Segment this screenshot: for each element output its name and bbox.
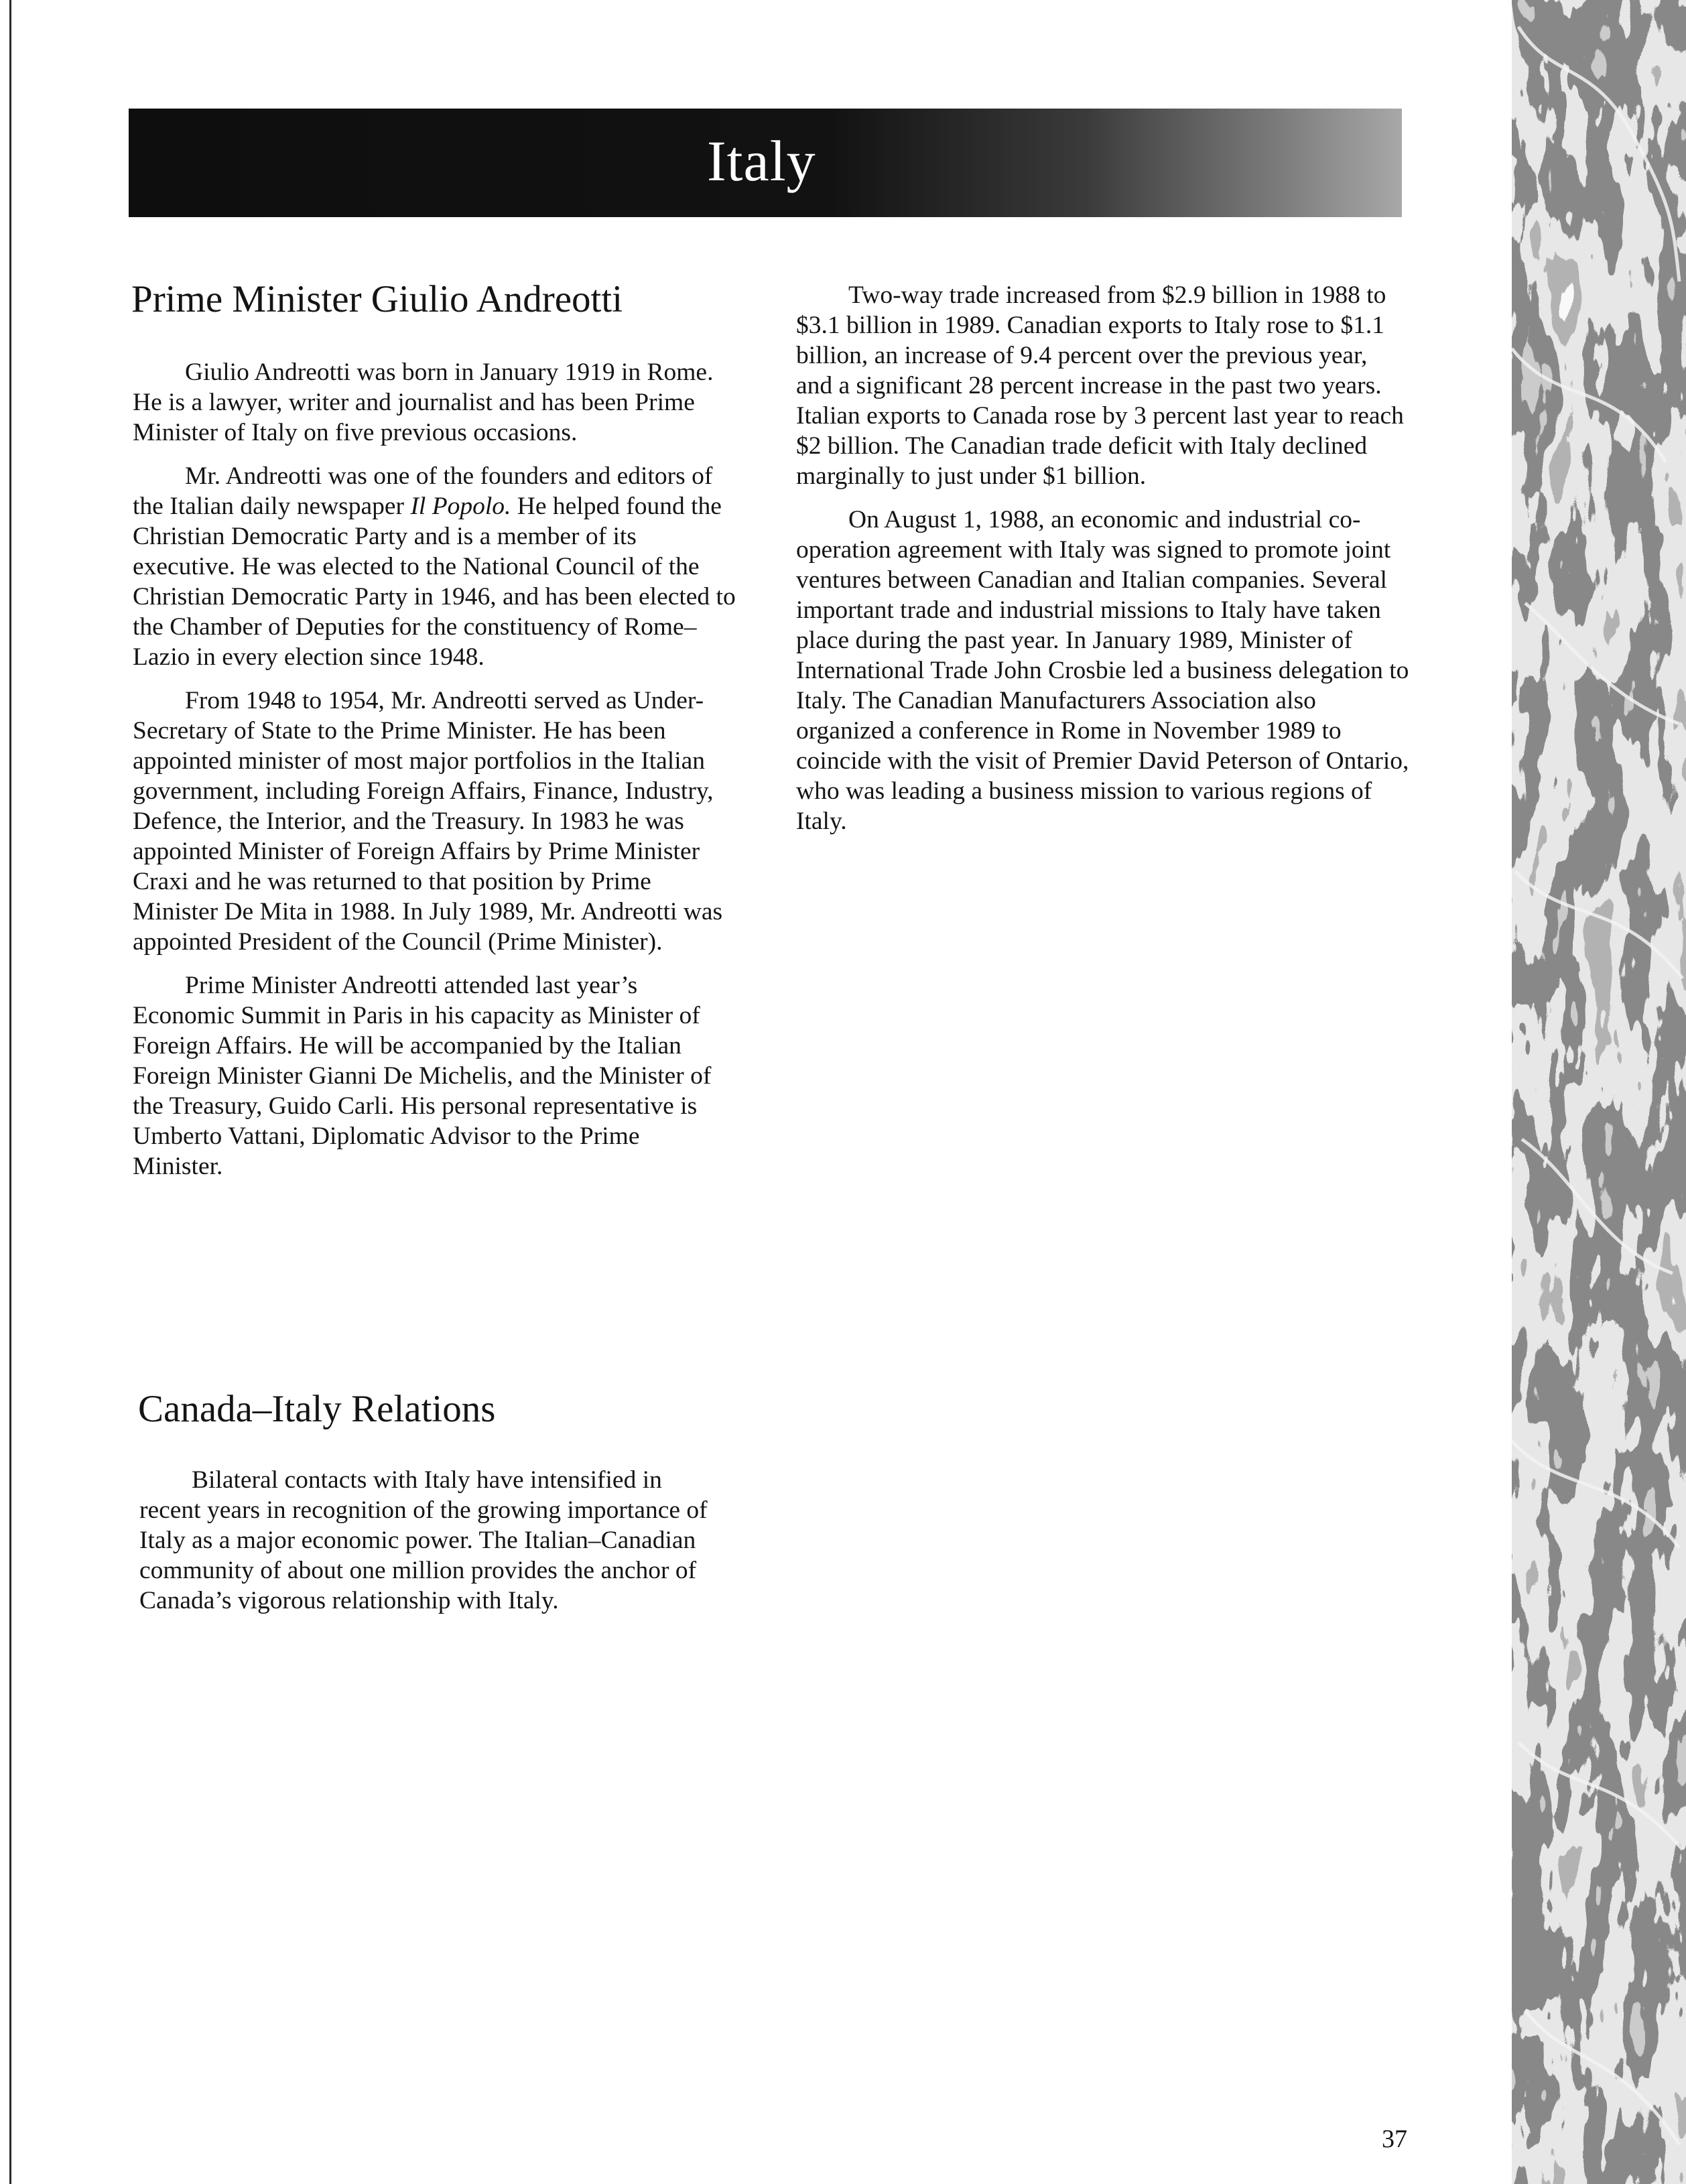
newspaper-title: Il Popolo. [410, 493, 511, 520]
paragraph: Giulio Andreotti was born in January 1919 in Rome. He is a lawyer, writer and journalist and has been Prime Minister of Italy on five previous occasions. [133, 359, 714, 446]
left-margin-rule [9, 0, 11, 2184]
section-heading-prime-minister: Prime Minister Giulio Andreotti [131, 278, 623, 320]
paragraph: From 1948 to 1954, Mr. Andreotti served as Under-Secretary of State to the Prime Minister. He has been appointed minister of most major portfolios in the Italian government, including Foreign Affairs, Finance, Industry, Defence, the Interior, and the Treasury. In 1983 he was appointed Minister of Foreign Affairs by Prime Minister Craxi and he was returned to that position by Prime Minister De Mita in 1988. In July 1989, Mr. Andreotti was appointed President of the Council (Prime Minister). [133, 687, 723, 956]
section-heading-canada-italy: Canada–Italy Relations [138, 1388, 496, 1430]
paragraph-text: He helped found the Christian Democratic Party and is a member of its executive. He was elected to the National Council of the Christian Democratic Party in 1946, and has been elected to the Chamber of Deputies for the constituency of Rome–Lazio in every election since 1948. [133, 493, 736, 671]
right-column-body [796, 280, 1409, 836]
page-number: 37 [1382, 2125, 1407, 2153]
section-body-prime-minister [133, 357, 736, 1181]
section-body-canada-italy [139, 1465, 729, 1616]
paragraph: Bilateral contacts with Italy have intensified in recent years in recognition of the growing importance of Italy as a major economic power. The Italian–Canadian community of about one million provides the anchor of Canada’s vigorous relationship with Italy. [139, 1466, 708, 1614]
page-title: Italy [707, 129, 816, 193]
paragraph: On August 1, 1988, an economic and industrial co-operation agreement with Italy was signed to promote joint ventures between Canadian and Italian companies. Several important trade and industrial missions to Italy have taken place during the past year. In January 1989, Minister of International Trade John Crosbie led a business delegation to Italy. The Canadian Manufacturers Association also organized a conference in Rome in November 1989 to coincide with the visit of Premier David Peterson of Ontario, who was leading a business mission to various regions of Italy. [796, 506, 1409, 835]
paragraph [133, 461, 736, 672]
marbled-side-art [1512, 0, 1686, 2184]
paragraph-text: Mr. Andreotti was one of the founders and editors of the Italian daily newspaper [133, 462, 713, 520]
paragraph: Two-way trade increased from $2.9 billion in 1988 to $3.1 billion in 1989. Canadian exports to Italy rose to $1.1 billion, an increase of 9.4 percent over the previous year, and a significant 28 percent increase in the past two years. Italian exports to Canada rose by 3 percent last year to reach $2 billion. The Canadian trade deficit with Italy declined marginally to just under $1 billion. [796, 281, 1404, 490]
paragraph: Prime Minister Andreotti attended last year’s Economic Summit in Paris in his capacity as Minister of Foreign Affairs. He will be accompanied by the Italian Foreign Minister Gianni De Michelis, and the Minister of the Treasury, Guido Carli. His personal representative is Umberto Vattani, Diplomatic Advisor to the Prime Minister. [133, 972, 712, 1180]
